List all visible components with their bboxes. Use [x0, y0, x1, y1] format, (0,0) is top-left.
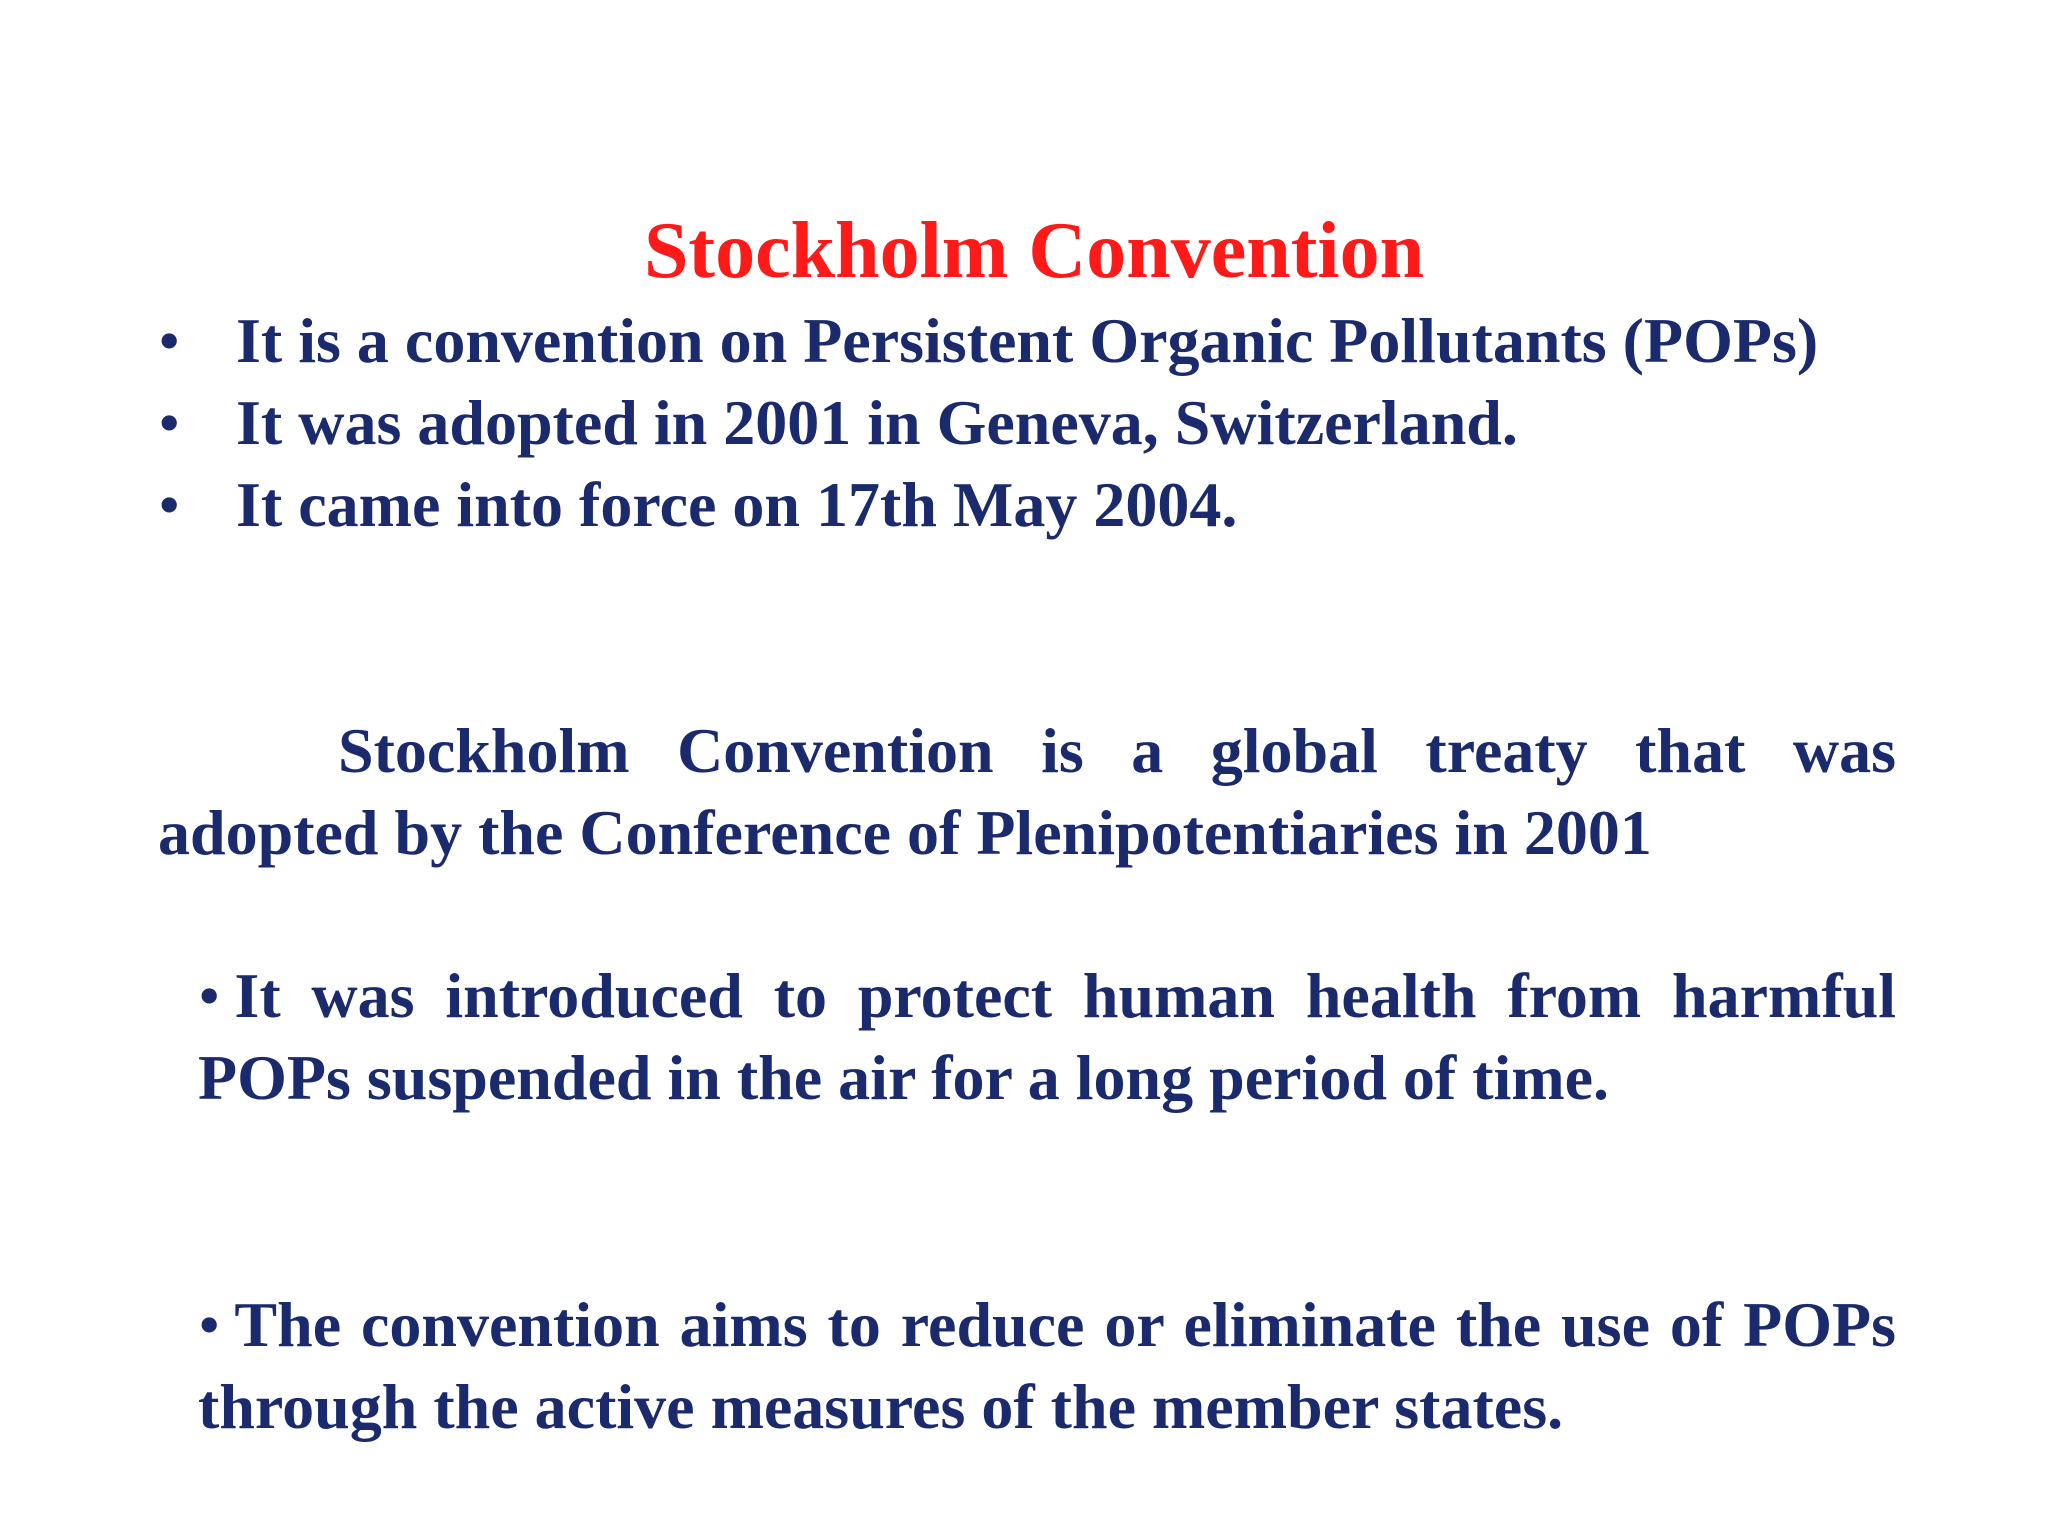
- bullet-dot-icon: •: [198, 1289, 221, 1360]
- sub-bullet-text: The convention aims to reduce or eliminate the use of POPs through the active measures of the member states.: [198, 1289, 1896, 1442]
- treaty-paragraph: Stockholm Convention is a global treaty that was adopted by the Conference of Plenipotentiaries in 2001: [158, 715, 1896, 868]
- bullet-list: [158, 300, 1896, 546]
- sub-bullet-item: [198, 955, 1896, 1119]
- bullet-dot-icon: •: [198, 960, 221, 1031]
- slide-title: Stockholm Convention: [643, 207, 1425, 295]
- bullet-item: • It is a convention on Persistent Organic Pollutants (POPs): [158, 300, 1896, 382]
- bullet-item: • It was adopted in 2001 in Geneva, Switzerland.: [158, 382, 1896, 464]
- sub-bullet-text: It was introduced to protect human health from harmful POPs suspended in the air for a long period of time.: [198, 960, 1896, 1113]
- bullet-item: • It came into force on 17th May 2004.: [158, 464, 1896, 546]
- sub-bullet-item: [198, 1284, 1896, 1448]
